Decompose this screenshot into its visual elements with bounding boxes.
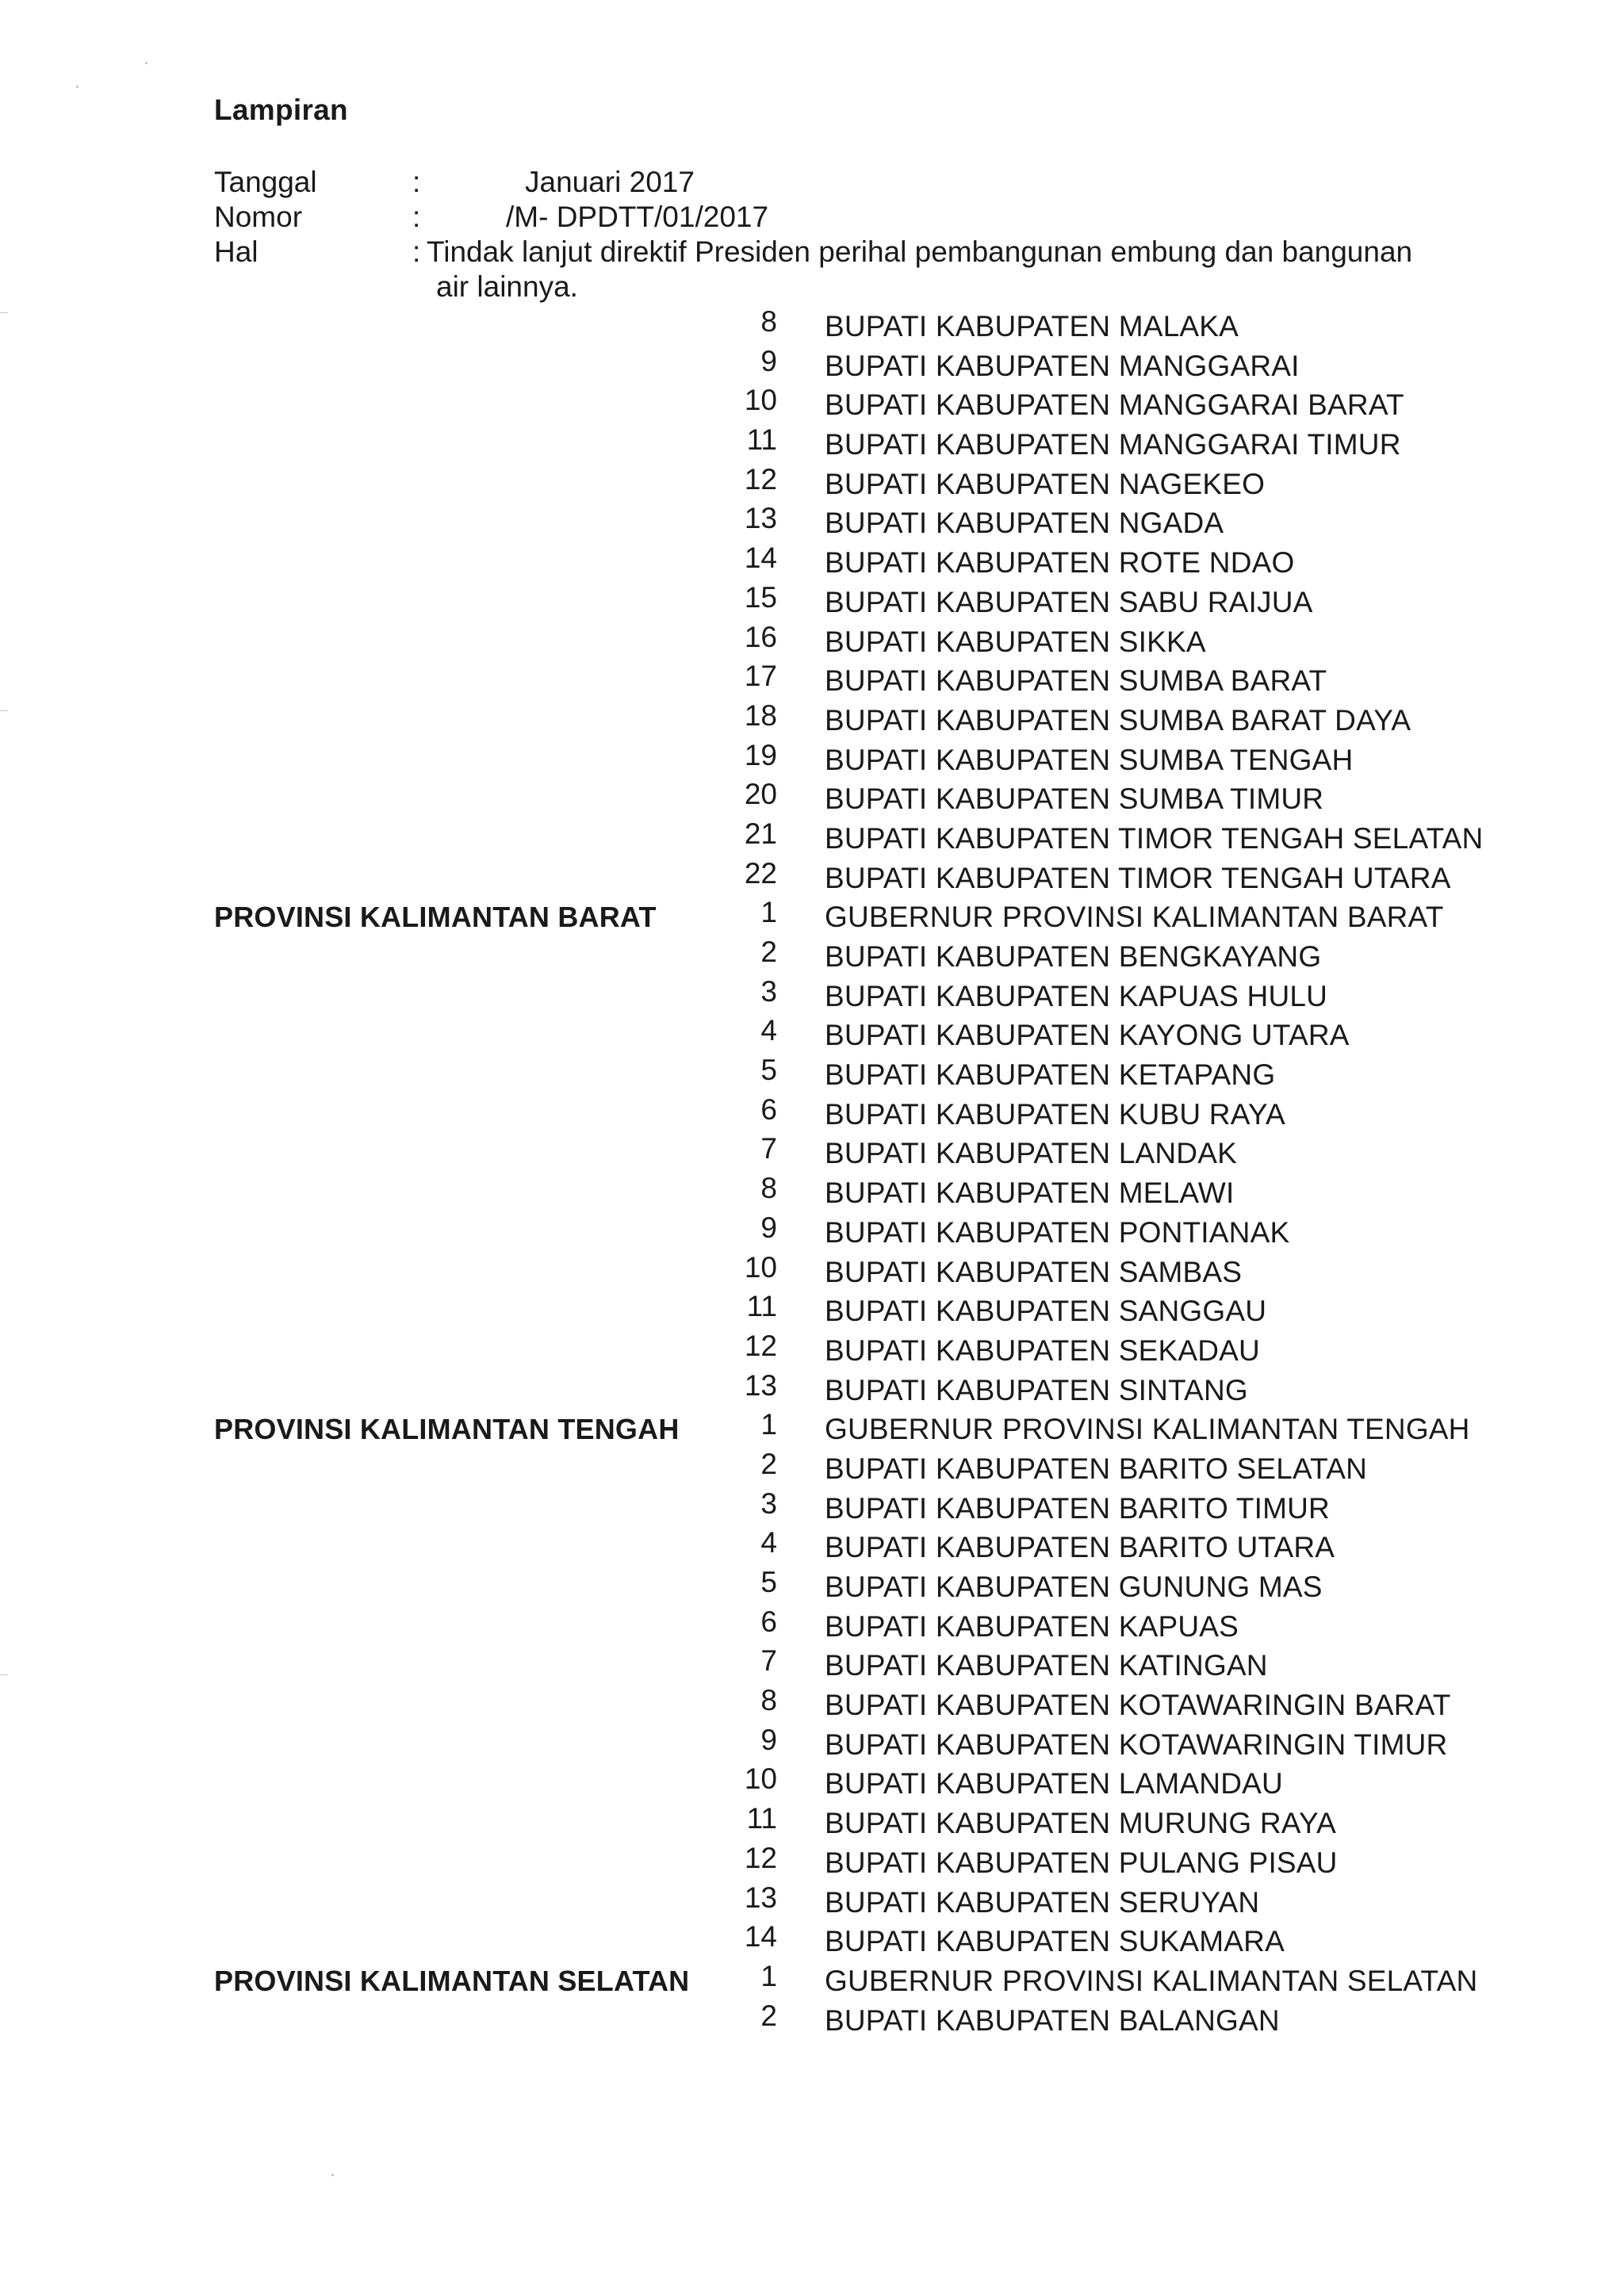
recipient-row [214,346,1578,385]
province-label: PROVINSI KALIMANTAN TENGAH [214,1413,680,1446]
recipient-name: BUPATI KABUPATEN PONTIANAK [825,1215,1290,1249]
recipient-row [214,385,1578,424]
row-number: 8 [760,305,777,338]
row-number: 12 [744,462,777,496]
recipient-row [214,424,1578,464]
recipient-row [214,1448,1578,1488]
recipient-name: BUPATI KABUPATEN KETAPANG [825,1058,1276,1092]
recipient-row [214,897,1578,936]
scan-margin-mark [0,312,8,313]
recipient-name: BUPATI KABUPATEN MANGGARAI BARAT [825,388,1404,422]
recipient-name: BUPATI KABUPATEN MALAKA [825,310,1239,342]
recipient-row [214,1409,1578,1448]
row-number: 13 [744,1881,777,1914]
recipient-row [214,858,1578,897]
recipient-name: BUPATI KABUPATEN KAPUAS [825,1609,1239,1643]
row-number: 20 [744,778,777,811]
number-colon: : [412,201,421,233]
recipient-name: BUPATI KABUPATEN SIKKA [825,625,1206,658]
recipient-row [214,542,1578,582]
recipient-row [214,2000,1578,2040]
recipient-name: BUPATI KABUPATEN SANGGAU [825,1295,1267,1328]
recipient-name: BUPATI KABUPATEN KAYONG UTARA [825,1019,1350,1052]
recipient-list [214,306,1578,2039]
recipient-row [214,1961,1578,2000]
recipient-name: BUPATI KABUPATEN MELAWI [825,1177,1235,1210]
recipient-row [214,306,1578,346]
recipient-row [214,1763,1578,1803]
row-number: 2 [760,1999,777,2032]
recipient-name: BUPATI KABUPATEN SUMBA BARAT DAYA [825,703,1411,737]
row-number: 7 [760,1644,777,1678]
letter-meta [214,165,1562,304]
row-number: 9 [760,1723,777,1756]
recipient-row [214,936,1578,976]
recipient-row [214,1527,1578,1567]
row-number: 11 [746,1802,777,1835]
province-label: PROVINSI KALIMANTAN SELATAN [214,1964,690,1997]
row-number: 1 [760,1959,777,1992]
row-number: 5 [760,1054,777,1087]
recipient-row [214,1015,1578,1054]
recipient-name: BUPATI KABUPATEN LANDAK [825,1137,1237,1170]
recipient-row [214,1330,1578,1370]
recipient-name: BUPATI KABUPATEN SAMBAS [825,1255,1243,1288]
meta-date-row [214,165,1562,200]
row-number: 10 [744,384,777,417]
recipient-row [214,1606,1578,1646]
row-number: 1 [760,1408,777,1441]
row-number: 2 [760,1447,777,1480]
recipient-row [214,582,1578,622]
recipient-row [214,779,1578,818]
recipient-row [214,1133,1578,1173]
recipient-name: BUPATI KABUPATEN SEKADAU [825,1334,1260,1367]
row-number: 5 [760,1566,777,1598]
row-number: 22 [744,856,777,890]
row-number: 4 [760,1526,777,1559]
recipient-row [214,1173,1578,1212]
recipient-name: BUPATI KABUPATEN ROTE NDAO [825,546,1295,580]
row-number: 13 [744,1368,777,1402]
row-number: 10 [744,1250,777,1284]
recipient-name: BUPATI KABUPATEN PULANG PISAU [825,1846,1338,1879]
province-label: PROVINSI KALIMANTAN BARAT [214,901,657,934]
recipient-row [214,740,1578,779]
recipient-row [214,1882,1578,1922]
recipient-name: BUPATI KABUPATEN KAPUAS HULU [825,979,1328,1012]
row-number: 15 [744,580,777,614]
scan-speck [145,62,147,64]
recipient-name: BUPATI KABUPATEN NGADA [825,507,1224,540]
recipient-name: BUPATI KABUPATEN BALANGAN [825,2003,1280,2037]
row-number: 14 [744,1920,777,1954]
row-number: 13 [744,502,777,535]
date-value: Januari 2017 [525,166,695,198]
recipient-name: BUPATI KABUPATEN BARITO TIMUR [825,1491,1330,1525]
scan-margin-mark [0,710,8,711]
row-number: 10 [744,1762,777,1796]
row-number: 17 [744,660,777,693]
recipient-name: BUPATI KABUPATEN SUMBA TIMUR [825,783,1324,816]
recipient-name: BUPATI KABUPATEN SABU RAIJUA [825,585,1313,618]
row-number: 14 [744,541,777,575]
recipient-name: BUPATI KABUPATEN BARITO SELATAN [825,1452,1367,1485]
recipient-name: BUPATI KABUPATEN BARITO UTARA [825,1531,1335,1564]
row-number: 6 [760,1093,777,1126]
recipient-name: BUPATI KABUPATEN SUKAMARA [825,1925,1285,1958]
recipient-row [214,1094,1578,1134]
row-number: 1 [760,896,777,929]
row-number: 2 [760,936,777,968]
number-value: /M- DPDTT/01/2017 [506,201,769,233]
meta-subject-row [214,235,1562,304]
recipient-name: BUPATI KABUPATEN MANGGARAI [825,349,1300,382]
recipient-name: BUPATI KABUPATEN KATINGAN [825,1649,1268,1682]
scan-speck [76,86,79,88]
subject-colon: : [412,235,421,268]
recipient-row [214,1803,1578,1843]
row-number: 11 [746,423,777,457]
row-number: 6 [760,1605,777,1638]
subject-line-1: Tindak lanjut direktif Presiden perihal pembangunan embung dan bangunan [427,235,1413,268]
recipient-name: BUPATI KABUPATEN SUMBA TENGAH [825,743,1354,776]
date-label: Tanggal [214,166,317,198]
row-number: 12 [744,1841,777,1874]
subject-value [427,235,1521,304]
row-number: 9 [760,1211,777,1244]
row-number: 4 [760,1014,777,1047]
recipient-name: BUPATI KABUPATEN SINTANG [825,1373,1248,1406]
row-number: 12 [744,1329,777,1362]
recipient-name: BUPATI KABUPATEN TIMOR TENGAH UTARA [825,861,1451,894]
recipient-name: GUBERNUR PROVINSI KALIMANTAN BARAT [825,901,1444,934]
recipient-row [214,1291,1578,1330]
recipient-row [214,1212,1578,1252]
recipient-row [214,1567,1578,1606]
recipient-name: BUPATI KABUPATEN MANGGARAI TIMUR [825,428,1401,461]
recipient-name: BUPATI KABUPATEN KOTAWARINGIN BARAT [825,1689,1451,1722]
row-number: 19 [744,738,777,771]
recipient-name: BUPATI KABUPATEN KOTAWARINGIN TIMUR [825,1728,1448,1761]
recipient-name: BUPATI KABUPATEN NAGEKEO [825,467,1266,500]
date-colon: : [412,166,421,198]
recipient-row [214,1921,1578,1961]
recipient-name: BUPATI KABUPATEN LAMANDAU [825,1767,1283,1800]
row-number: 18 [744,698,777,732]
recipient-row [214,1488,1578,1528]
recipient-name: BUPATI KABUPATEN SERUYAN [825,1885,1260,1919]
recipient-row [214,1685,1578,1724]
recipient-name: BUPATI KABUPATEN SUMBA BARAT [825,664,1327,698]
row-number: 7 [760,1132,777,1165]
recipient-row [214,1054,1578,1094]
row-number: 3 [760,974,777,1008]
row-number: 8 [760,1684,777,1717]
scan-margin-mark [0,1674,8,1675]
recipient-row [214,660,1578,700]
scan-speck [331,2174,334,2176]
recipient-row [214,464,1578,503]
number-label: Nomor [214,201,303,233]
recipient-name: GUBERNUR PROVINSI KALIMANTAN TENGAH [825,1413,1470,1446]
recipient-row [214,1252,1578,1292]
recipient-name: BUPATI KABUPATEN MURUNG RAYA [825,1807,1336,1840]
recipient-name: BUPATI KABUPATEN TIMOR TENGAH SELATAN [825,821,1484,855]
recipient-row [214,1843,1578,1882]
recipient-row [214,1370,1578,1410]
recipient-row [214,503,1578,542]
recipient-row [214,1724,1578,1764]
row-number: 3 [760,1487,777,1520]
recipient-row [214,1645,1578,1685]
row-number: 11 [746,1290,777,1323]
subject-line-2: air lainnya. [436,270,578,303]
recipient-name: BUPATI KABUPATEN KUBU RAYA [825,1097,1285,1131]
row-number: 9 [760,344,777,377]
subject-label: Hal [214,235,259,268]
recipient-name: BUPATI KABUPATEN BENGKAYANG [825,940,1322,973]
recipient-name: GUBERNUR PROVINSI KALIMANTAN SELATAN [825,1964,1478,1997]
recipient-row [214,622,1578,661]
recipient-name: BUPATI KABUPATEN GUNUNG MAS [825,1571,1323,1603]
recipient-row [214,976,1578,1016]
recipient-row [214,700,1578,740]
row-number: 21 [744,817,777,850]
meta-number-row [214,200,1562,235]
row-number: 8 [760,1172,777,1205]
row-number: 16 [744,620,777,653]
attachment-title: Lampiran [214,94,348,126]
recipient-row [214,818,1578,858]
